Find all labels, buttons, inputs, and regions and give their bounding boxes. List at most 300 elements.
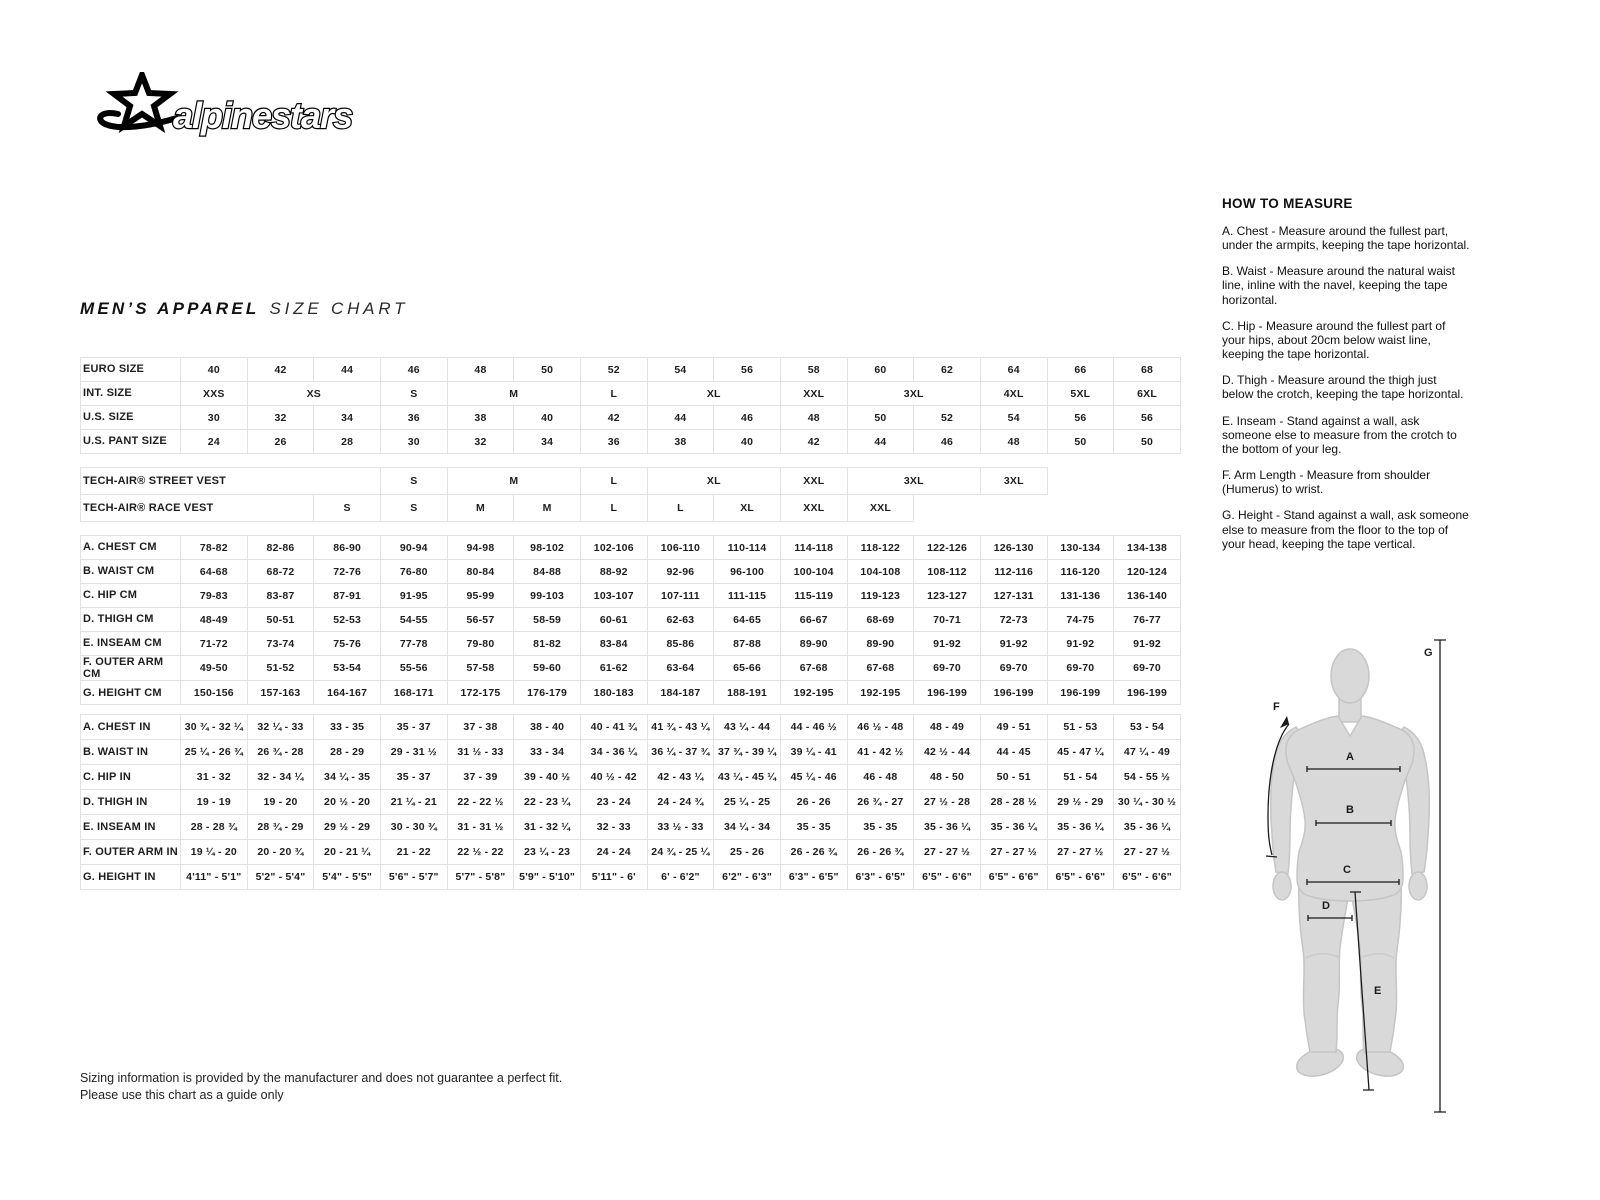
size-cell: 66	[1047, 358, 1114, 382]
size-cell: 60	[847, 358, 914, 382]
size-cell: 29 - 31 ½	[380, 740, 447, 765]
size-cell: 99-103	[514, 584, 581, 608]
size-cell: 89-90	[780, 632, 847, 656]
size-cell: 56	[1114, 406, 1181, 430]
size-cell: 5'11" - 6'	[580, 865, 647, 890]
size-cell: 28 - 28 ½	[980, 790, 1047, 815]
size-cell: L	[580, 468, 647, 495]
size-cell: 48 - 50	[914, 765, 981, 790]
size-cell: 25 ¼ - 25	[714, 790, 781, 815]
size-cell: 68-72	[247, 560, 314, 584]
size-cell: 34 - 36 ¼	[580, 740, 647, 765]
measure-item-height: G. Height - Stand against a wall, ask someone else to measure from the floor to the top of your head, keeping the tape vertical.	[1222, 508, 1469, 551]
size-cell: 44	[647, 406, 714, 430]
table-row	[81, 840, 1181, 865]
size-cell: 5'4" - 5'5"	[314, 865, 381, 890]
hip-label: C	[1343, 864, 1351, 876]
size-cell: 55-56	[380, 656, 447, 681]
size-cell: 33 ½ - 33	[647, 815, 714, 840]
size-cell: 34	[314, 406, 381, 430]
size-cell: 28 - 28 ¾	[181, 815, 248, 840]
size-cell: 32 ¼ - 33	[247, 715, 314, 740]
size-cell: 36	[380, 406, 447, 430]
size-cell: 3XL	[847, 468, 980, 495]
row-label: G. HEIGHT IN	[81, 865, 181, 890]
size-cell: 184-187	[647, 681, 714, 705]
size-cell: 21 - 22	[380, 840, 447, 865]
size-cell: 70-71	[914, 608, 981, 632]
measure-item-waist: B. Waist - Measure around the natural waist line, inline with the navel, keeping the tape horizontal.	[1222, 264, 1455, 307]
size-cell: L	[580, 495, 647, 522]
size-cell: 48-49	[181, 608, 248, 632]
chest-label: A	[1346, 751, 1354, 763]
size-cell: 69-70	[914, 656, 981, 681]
size-cell: 40 ½ - 42	[580, 765, 647, 790]
body-left-hand	[1273, 872, 1291, 900]
size-cell: 86-90	[314, 536, 381, 560]
size-cell: 52	[580, 358, 647, 382]
tech-air-vest-table	[80, 467, 1180, 522]
size-cell: S	[381, 468, 448, 495]
size-cell: 24 ¾ - 25 ¼	[647, 840, 714, 865]
size-cell: 37 ¾ - 39 ¼	[714, 740, 781, 765]
size-cell: 43 ¼ - 44	[714, 715, 781, 740]
size-cell: 40	[714, 430, 781, 454]
table-row	[81, 865, 1181, 890]
sizes-table	[80, 357, 1181, 454]
size-cell: 104-108	[847, 560, 914, 584]
size-cell: 35 - 37	[380, 765, 447, 790]
alpinestars-star-icon	[100, 75, 177, 127]
size-cell: 26 - 26	[780, 790, 847, 815]
size-cell: 72-73	[980, 608, 1047, 632]
disclaimer	[80, 1070, 562, 1104]
size-cell: 31 - 32	[181, 765, 248, 790]
size-cell: 30 ¾ - 32 ¼	[181, 715, 248, 740]
size-cell: 38	[447, 406, 514, 430]
size-cell: 88-92	[580, 560, 647, 584]
row-label: TECH-AIR® RACE VEST	[81, 495, 314, 522]
table-row	[81, 382, 1181, 406]
measurements-cm-table	[80, 535, 1181, 705]
size-cell: 196-199	[1047, 681, 1114, 705]
size-cell: 76-80	[380, 560, 447, 584]
row-label: TECH-AIR® STREET VEST	[81, 468, 381, 495]
size-cell: M	[514, 495, 581, 522]
height-label: G	[1424, 647, 1433, 659]
size-cell: 42	[247, 358, 314, 382]
size-cell: 44 - 45	[980, 740, 1047, 765]
size-cell: 26 - 26 ¾	[847, 840, 914, 865]
size-cell: 54	[980, 406, 1047, 430]
size-cell: 26	[247, 430, 314, 454]
size-cell: 6'5" - 6'6"	[1047, 865, 1114, 890]
size-chart-tables	[80, 357, 1180, 890]
size-cell: 42	[580, 406, 647, 430]
size-cell: 51-52	[247, 656, 314, 681]
size-cell: 34 ¼ - 35	[314, 765, 381, 790]
thigh-label: D	[1322, 900, 1330, 912]
size-cell: 20 - 21 ¼	[314, 840, 381, 865]
size-cell: 32	[247, 406, 314, 430]
size-cell: 48	[980, 430, 1047, 454]
measure-item-chest: A. Chest - Measure around the fullest part, under the armpits, keeping the tape horizontal.	[1222, 224, 1470, 253]
size-cell: 85-86	[647, 632, 714, 656]
size-cell: 76-77	[1114, 608, 1181, 632]
size-cell: 80-84	[447, 560, 514, 584]
size-cell: 35 - 36 ¼	[914, 815, 981, 840]
arm-length-label: F	[1273, 701, 1280, 713]
size-cell: 20 - 20 ¾	[247, 840, 314, 865]
size-cell: 62-63	[647, 608, 714, 632]
size-cell: 64	[980, 358, 1047, 382]
size-cell: 68-69	[847, 608, 914, 632]
size-cell: 91-92	[1047, 632, 1114, 656]
size-cell: 63-64	[647, 656, 714, 681]
size-cell: 51 - 54	[1047, 765, 1114, 790]
size-cell: 24	[181, 430, 248, 454]
size-cell: 50	[1114, 430, 1181, 454]
size-cell: 20 ½ - 20	[314, 790, 381, 815]
size-cell: 54	[647, 358, 714, 382]
table-row	[81, 406, 1181, 430]
empty-cell	[914, 495, 1181, 522]
size-cell: 24 - 24 ¾	[647, 790, 714, 815]
table-row	[81, 560, 1181, 584]
size-cell: 3XL	[980, 468, 1047, 495]
size-cell: 196-199	[914, 681, 981, 705]
size-cell: 91-95	[380, 584, 447, 608]
size-cell: 53-54	[314, 656, 381, 681]
size-cell: 89-90	[847, 632, 914, 656]
table-row	[81, 430, 1181, 454]
size-cell: 42 ½ - 44	[914, 740, 981, 765]
size-cell: 62	[914, 358, 981, 382]
table-row	[81, 468, 1181, 495]
size-cell: 96-100	[714, 560, 781, 584]
size-cell: 150-156	[181, 681, 248, 705]
size-cell: 130-134	[1047, 536, 1114, 560]
size-cell: 79-83	[181, 584, 248, 608]
measure-item-thigh: D. Thigh - Measure around the thigh just below the crotch, keeping the tape horizontal.	[1222, 373, 1464, 402]
size-cell: 168-171	[380, 681, 447, 705]
size-cell: 31 - 31 ½	[447, 815, 514, 840]
size-cell: 59-60	[514, 656, 581, 681]
size-cell: 5XL	[1047, 382, 1114, 406]
size-cell: 38	[647, 430, 714, 454]
size-cell: 42	[780, 430, 847, 454]
page-title	[80, 299, 408, 319]
size-cell: 103-107	[580, 584, 647, 608]
size-cell: 42 - 43 ¼	[647, 765, 714, 790]
size-cell: 79-80	[447, 632, 514, 656]
size-cell: 22 - 23 ¼	[514, 790, 581, 815]
row-label: U.S. PANT SIZE	[81, 430, 181, 454]
size-cell: 116-120	[1047, 560, 1114, 584]
size-cell: 180-183	[580, 681, 647, 705]
disclaimer-line-1: Sizing information is provided by the manufacturer and does not guarantee a perfect fit.	[80, 1071, 563, 1085]
size-cell: 84-88	[514, 560, 581, 584]
alpinestars-logo	[85, 72, 353, 152]
size-cell: 28	[314, 430, 381, 454]
row-label: A. CHEST CM	[81, 536, 181, 560]
table-row	[81, 740, 1181, 765]
size-cell: 120-124	[1114, 560, 1181, 584]
size-cell: 46	[380, 358, 447, 382]
measure-item-inseam: E. Inseam - Stand against a wall, ask someone else to measure from the crotch to the bottom of your leg.	[1222, 413, 1457, 456]
size-cell: L	[647, 495, 714, 522]
size-cell: 54 - 55 ½	[1114, 765, 1181, 790]
size-cell: 23 - 24	[580, 790, 647, 815]
size-cell: 61-62	[580, 656, 647, 681]
size-cell: 26 ¾ - 27	[847, 790, 914, 815]
size-cell: 119-123	[847, 584, 914, 608]
size-cell: 36 ¼ - 37 ¾	[647, 740, 714, 765]
size-cell: 50 - 51	[980, 765, 1047, 790]
size-cell: 35 - 36 ¼	[1114, 815, 1181, 840]
size-cell: 27 - 27 ½	[1114, 840, 1181, 865]
size-cell: 114-118	[780, 536, 847, 560]
size-cell: XL	[647, 382, 780, 406]
size-cell: 176-179	[514, 681, 581, 705]
size-cell: 118-122	[847, 536, 914, 560]
size-cell: 56	[1047, 406, 1114, 430]
size-cell: 49 - 51	[980, 715, 1047, 740]
table-row	[81, 358, 1181, 382]
size-cell: 91-92	[980, 632, 1047, 656]
size-cell: 94-98	[447, 536, 514, 560]
size-cell: 44	[847, 430, 914, 454]
size-cell: 83-84	[580, 632, 647, 656]
size-cell: M	[447, 468, 580, 495]
size-cell: 54-55	[380, 608, 447, 632]
how-to-measure-title: HOW TO MEASURE	[1222, 196, 1353, 211]
size-cell: 40	[181, 358, 248, 382]
size-cell: S	[380, 382, 447, 406]
size-cell: 6XL	[1114, 382, 1181, 406]
table-row	[81, 608, 1181, 632]
size-cell: 131-136	[1047, 584, 1114, 608]
size-cell: 115-119	[780, 584, 847, 608]
size-cell: 23 ¼ - 23	[514, 840, 581, 865]
size-cell: 28 - 29	[314, 740, 381, 765]
size-cell: 22 ½ - 22	[447, 840, 514, 865]
size-cell: 82-86	[247, 536, 314, 560]
page-title-main: MEN’S APPAREL	[80, 299, 260, 318]
size-cell: 5'2" - 5'4"	[247, 865, 314, 890]
size-cell: 41 - 42 ½	[847, 740, 914, 765]
size-cell: 25 - 26	[714, 840, 781, 865]
size-cell: 58	[780, 358, 847, 382]
table-row	[81, 632, 1181, 656]
size-cell: 37 - 38	[447, 715, 514, 740]
size-cell: 22 - 22 ½	[447, 790, 514, 815]
row-label: B. WAIST IN	[81, 740, 181, 765]
size-cell: 35 - 35	[847, 815, 914, 840]
size-cell: 66-67	[780, 608, 847, 632]
size-cell: 50	[1047, 430, 1114, 454]
size-cell: 157-163	[247, 681, 314, 705]
disclaimer-line-2: Please use this chart as a guide only	[80, 1087, 284, 1102]
size-cell: 45 - 47 ¼	[1047, 740, 1114, 765]
size-cell: 56-57	[447, 608, 514, 632]
size-cell: 44 - 46 ½	[780, 715, 847, 740]
row-label: EURO SIZE	[81, 358, 181, 382]
size-cell: 32 - 34 ¼	[247, 765, 314, 790]
size-cell: 67-68	[780, 656, 847, 681]
size-cell: 30 - 30 ¾	[380, 815, 447, 840]
size-cell: 19 ¼ - 20	[181, 840, 248, 865]
size-cell: 4XL	[980, 382, 1047, 406]
size-cell: 6'3" - 6'5"	[780, 865, 847, 890]
size-cell: 69-70	[1047, 656, 1114, 681]
table-row	[81, 765, 1181, 790]
size-cell: 71-72	[181, 632, 248, 656]
size-cell: 29 ½ - 29	[1047, 790, 1114, 815]
size-cell: 39 ¼ - 41	[780, 740, 847, 765]
size-cell: 4'11" - 5'1"	[181, 865, 248, 890]
size-cell: 26 ¾ - 28	[247, 740, 314, 765]
size-cell: 98-102	[514, 536, 581, 560]
logo-wordmark: alpinestars	[173, 95, 353, 136]
size-cell: 100-104	[780, 560, 847, 584]
size-cell: 38 - 40	[514, 715, 581, 740]
size-cell: XXL	[780, 382, 847, 406]
size-cell: 46	[714, 406, 781, 430]
body-measurement-diagram	[1228, 620, 1460, 1125]
row-label: E. INSEAM CM	[81, 632, 181, 656]
size-cell: S	[314, 495, 381, 522]
table-row	[81, 715, 1181, 740]
size-cell: 6'5" - 6'6"	[980, 865, 1047, 890]
size-cell: 27 ½ - 28	[914, 790, 981, 815]
row-label: B. WAIST CM	[81, 560, 181, 584]
size-cell: 164-167	[314, 681, 381, 705]
size-cell: 53 - 54	[1114, 715, 1181, 740]
size-cell: XXL	[847, 495, 914, 522]
size-cell: 77-78	[380, 632, 447, 656]
size-cell: 35 - 35	[780, 815, 847, 840]
table-row	[81, 656, 1181, 681]
size-cell: 78-82	[181, 536, 248, 560]
row-label: F. OUTER ARM IN	[81, 840, 181, 865]
size-cell: 21 ¼ - 21	[380, 790, 447, 815]
size-cell: 69-70	[1114, 656, 1181, 681]
table-row	[81, 681, 1181, 705]
size-cell: 52	[914, 406, 981, 430]
size-cell: 87-91	[314, 584, 381, 608]
page-title-sub: SIZE CHART	[269, 299, 409, 318]
size-cell: 28 ¾ - 29	[247, 815, 314, 840]
size-cell: 65-66	[714, 656, 781, 681]
size-cell: 196-199	[1114, 681, 1181, 705]
size-cell: 46	[914, 430, 981, 454]
size-cell: S	[381, 495, 448, 522]
size-cell: 35 - 36 ¼	[980, 815, 1047, 840]
empty-cell	[1047, 468, 1180, 495]
size-cell: XXL	[780, 468, 847, 495]
row-label: U.S. SIZE	[81, 406, 181, 430]
size-cell: 127-131	[980, 584, 1047, 608]
size-cell: 95-99	[447, 584, 514, 608]
size-cell: 27 - 27 ½	[980, 840, 1047, 865]
size-cell: 74-75	[1047, 608, 1114, 632]
table-row	[81, 790, 1181, 815]
size-cell: 102-106	[580, 536, 647, 560]
measure-item-arm: F. Arm Length - Measure from shoulder (Humerus) to wrist.	[1222, 468, 1431, 497]
size-cell: XL	[647, 468, 780, 495]
size-cell: 26 - 26 ¾	[780, 840, 847, 865]
size-cell: 31 - 32 ¼	[514, 815, 581, 840]
size-cell: 34	[514, 430, 581, 454]
size-cell: 32 - 33	[580, 815, 647, 840]
size-cell: 33 - 35	[314, 715, 381, 740]
size-cell: 68	[1114, 358, 1181, 382]
size-cell: M	[447, 495, 514, 522]
size-cell: 60-61	[580, 608, 647, 632]
size-cell: 46 ½ - 48	[847, 715, 914, 740]
size-cell: 19 - 19	[181, 790, 248, 815]
size-cell: 35 - 37	[380, 715, 447, 740]
size-cell: 48 - 49	[914, 715, 981, 740]
size-cell: 110-114	[714, 536, 781, 560]
size-cell: 19 - 20	[247, 790, 314, 815]
size-cell: 27 - 27 ½	[1047, 840, 1114, 865]
size-cell: 33 - 34	[514, 740, 581, 765]
size-cell: 136-140	[1114, 584, 1181, 608]
size-cell: 112-116	[980, 560, 1047, 584]
size-cell: 90-94	[380, 536, 447, 560]
size-cell: 24 - 24	[580, 840, 647, 865]
measurements-in-table	[80, 714, 1181, 890]
table-row	[81, 495, 1181, 522]
size-cell: 3XL	[847, 382, 980, 406]
size-cell: 5'9" - 5'10"	[514, 865, 581, 890]
size-cell: 44	[314, 358, 381, 382]
row-label: INT. SIZE	[81, 382, 181, 406]
size-cell: 123-127	[914, 584, 981, 608]
row-label: D. THIGH CM	[81, 608, 181, 632]
size-cell: 32	[447, 430, 514, 454]
size-cell: 126-130	[980, 536, 1047, 560]
size-cell: 40 - 41 ¾	[580, 715, 647, 740]
table-row	[81, 536, 1181, 560]
size-cell: 37 - 39	[447, 765, 514, 790]
row-label: G. HEIGHT CM	[81, 681, 181, 705]
size-cell: 91-92	[914, 632, 981, 656]
row-label: C. HIP IN	[81, 765, 181, 790]
size-cell: 106-110	[647, 536, 714, 560]
size-cell: 50	[847, 406, 914, 430]
size-cell: 73-74	[247, 632, 314, 656]
size-cell: 6'2" - 6'3"	[714, 865, 781, 890]
size-cell: 49-50	[181, 656, 248, 681]
size-cell: 48	[447, 358, 514, 382]
size-cell: 172-175	[447, 681, 514, 705]
size-cell: 81-82	[514, 632, 581, 656]
size-cell: 67-68	[847, 656, 914, 681]
table-row	[81, 584, 1181, 608]
size-cell: 64-68	[181, 560, 248, 584]
size-cell: 48	[780, 406, 847, 430]
size-cell: 5'6" - 5'7"	[380, 865, 447, 890]
size-cell: 92-96	[647, 560, 714, 584]
size-cell: 192-195	[780, 681, 847, 705]
body-right-hand	[1409, 872, 1427, 900]
size-cell: 192-195	[847, 681, 914, 705]
body-right-leg	[1351, 878, 1401, 1052]
size-cell: 64-65	[714, 608, 781, 632]
